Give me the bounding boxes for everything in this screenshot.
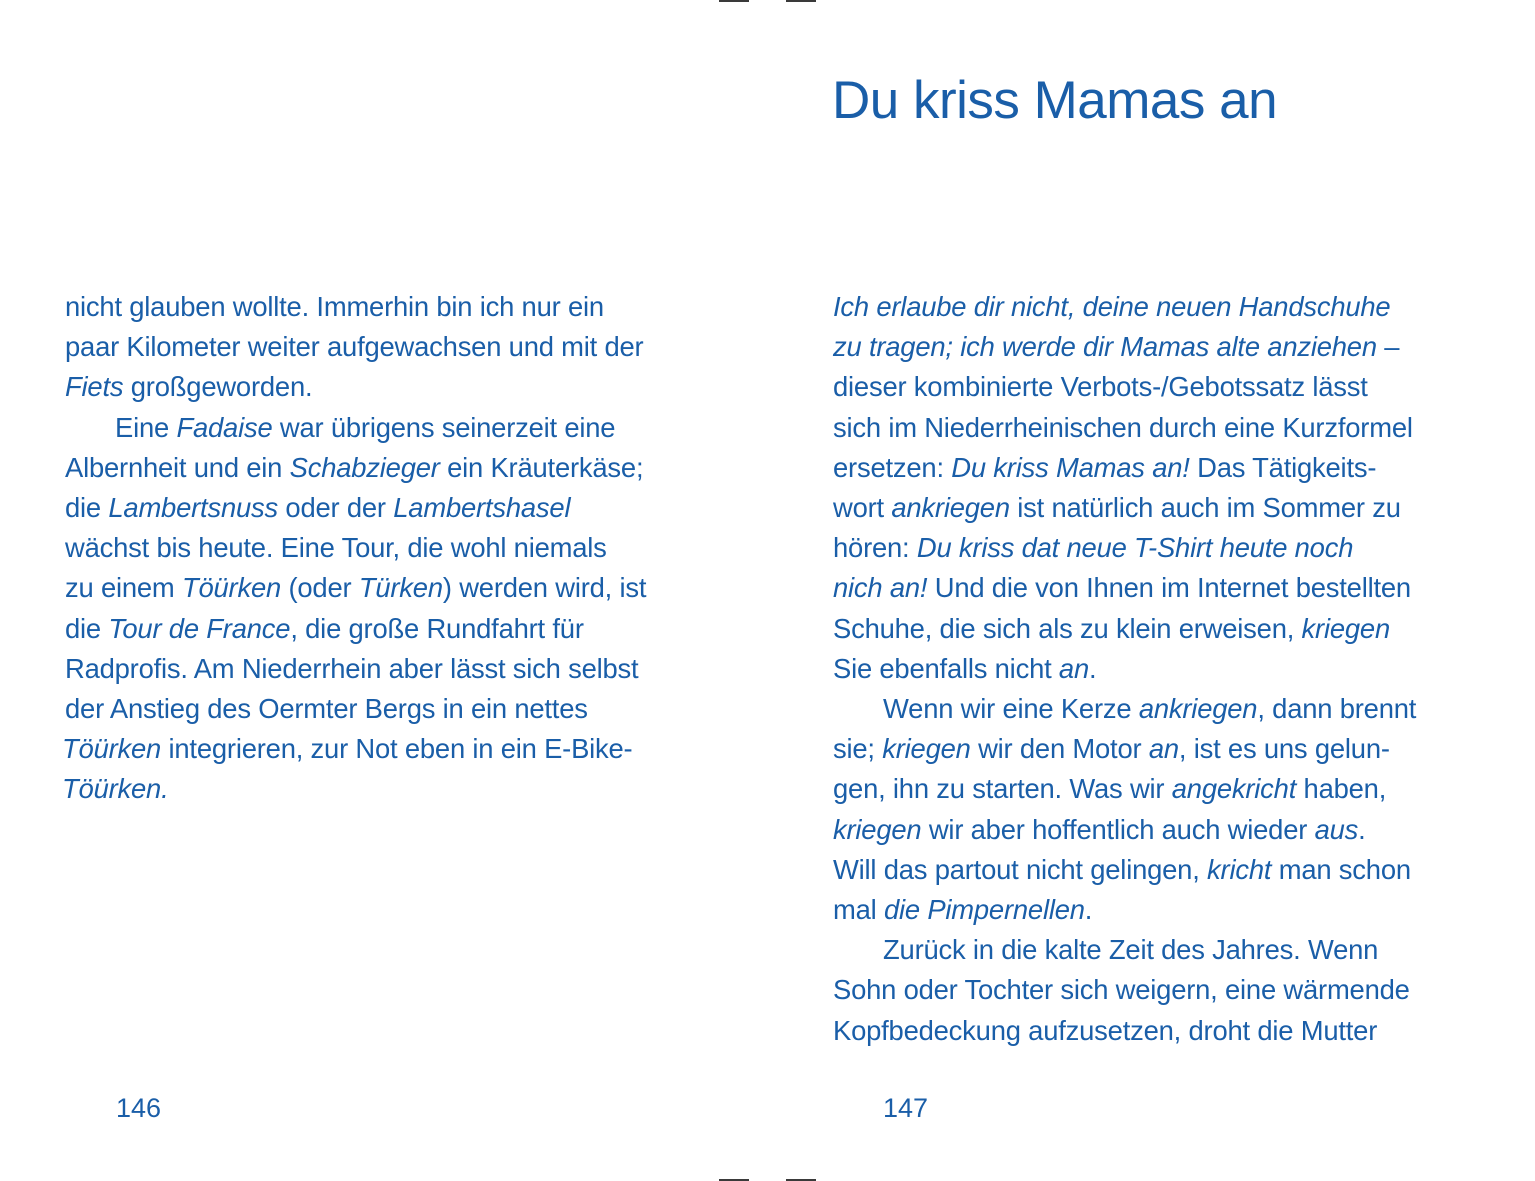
- text-run: Eine: [115, 411, 177, 443]
- text-line: [65, 488, 725, 528]
- text-run: –: [1376, 331, 1400, 363]
- left-page-number: 146: [116, 1093, 162, 1123]
- text-run: .: [1084, 894, 1093, 926]
- text-line: [65, 609, 725, 649]
- text-line: [65, 689, 725, 729]
- italic-term: kriegen: [1301, 612, 1390, 644]
- text-run: Sie ebenfalls nicht: [833, 652, 1059, 684]
- text-run: ein Kräuterkäse;: [439, 451, 644, 483]
- text-run: sich im Niederrheinischen durch eine Kurzformel: [833, 411, 1413, 443]
- text-run: die: [65, 612, 109, 644]
- italic-term: kricht: [1207, 853, 1272, 885]
- text-line: [833, 689, 1483, 729]
- text-run: Schuhe, die sich als zu klein erweisen,: [833, 612, 1302, 644]
- text-line: [833, 649, 1483, 689]
- text-line: [65, 568, 725, 608]
- text-run: Kopfbedeckung aufzusetzen, droht die Mutter: [833, 1014, 1378, 1046]
- text-run: Wenn wir eine Kerze: [883, 693, 1139, 725]
- right-page-number: 147: [883, 1093, 929, 1123]
- italic-term: Schabzieger: [289, 451, 440, 483]
- italic-term: ankriegen: [1138, 693, 1258, 725]
- left-page: [0, 0, 767, 1181]
- chapter-title: Du kriss Mamas an: [832, 71, 1278, 130]
- text-line: [65, 408, 725, 448]
- text-run: man schon: [1271, 853, 1411, 885]
- italic-term: Du kriss Mamas an!: [951, 451, 1190, 483]
- text-run: Das Tätigkeits-: [1189, 451, 1377, 483]
- text-run: wir den Motor: [970, 733, 1149, 765]
- text-line: [833, 327, 1483, 367]
- left-page-body-text: [62, 287, 725, 810]
- text-line: [62, 769, 725, 809]
- text-run: , ist es uns gelun-: [1178, 733, 1390, 765]
- italic-term: an: [1148, 733, 1179, 765]
- text-line: [65, 367, 725, 407]
- text-line: [833, 890, 1483, 930]
- text-run: gen, ihn zu starten. Was wir: [833, 773, 1172, 805]
- italic-term: Lambertsnuss: [108, 492, 279, 524]
- text-run: oder der: [278, 492, 394, 524]
- text-run: großgeworden.: [123, 371, 313, 403]
- text-line: [833, 930, 1483, 970]
- italic-term: nich an!: [833, 572, 928, 604]
- text-run: die: [65, 492, 109, 524]
- text-run: dieser kombinierte Verbots-/Gebotssatz lässt: [833, 371, 1368, 403]
- text-run: Albernheit und ein: [65, 451, 290, 483]
- italic-term: an: [1058, 652, 1089, 684]
- text-run: war übrigens seinerzeit eine: [272, 411, 616, 443]
- text-line: [833, 769, 1483, 809]
- text-run: nicht glauben wollte. Immerhin bin ich nur ein: [65, 291, 604, 322]
- text-run: wir aber hoffentlich auch wieder: [921, 813, 1315, 845]
- text-line: [65, 528, 725, 568]
- text-line: [833, 970, 1483, 1010]
- italic-term: kriegen: [882, 733, 971, 765]
- text-run: der Anstieg des Oermter Bergs in ein nettes: [65, 693, 588, 725]
- text-run: .: [1358, 813, 1366, 845]
- text-run: Radprofis. Am Niederrhein aber lässt sich selbst: [65, 652, 639, 684]
- italic-term: aus: [1314, 813, 1359, 845]
- italic-term: kriegen: [833, 813, 922, 845]
- italic-term: angekricht: [1171, 773, 1297, 805]
- italic-term: Fiets: [65, 371, 124, 403]
- text-line: [833, 850, 1483, 890]
- text-run: wächst bis heute. Eine Tour, die wohl niemals: [65, 532, 607, 564]
- text-run: Sohn oder Tochter sich weigern, eine wärmende: [833, 974, 1410, 1006]
- text-run: wort: [833, 492, 892, 524]
- italic-term: die Pimpernellen: [883, 894, 1085, 926]
- text-run: hören:: [833, 532, 917, 564]
- text-run: integrieren, zur Not eben in ein E-Bike-: [161, 733, 633, 765]
- text-line: [833, 1011, 1483, 1051]
- right-page-body-text: [833, 287, 1483, 1051]
- text-run: ist natürlich auch im Sommer zu: [1009, 492, 1401, 524]
- text-line: [62, 729, 725, 769]
- text-line: [833, 488, 1483, 528]
- text-line: [833, 448, 1483, 488]
- italic-term: zu tragen; ich werde dir Mamas alte anziehen: [833, 331, 1377, 363]
- italic-term: Ich erlaube dir nicht, deine neuen Handschuhe: [833, 291, 1391, 322]
- text-line: [65, 287, 725, 327]
- text-line: [833, 408, 1483, 448]
- text-line: [833, 287, 1483, 327]
- text-line: [833, 609, 1483, 649]
- text-run: , dann brennt: [1257, 693, 1417, 725]
- text-run: , die große Rundfahrt für: [290, 612, 584, 644]
- text-run: paar Kilometer weiter aufgewachsen und mit der: [65, 331, 644, 363]
- text-run: Will das partout nicht gelingen,: [833, 853, 1208, 885]
- italic-term: Du kriss dat neue T-Shirt heute noch: [916, 532, 1354, 564]
- italic-term: Töürken: [62, 733, 162, 765]
- text-line: [833, 729, 1483, 769]
- text-line: [65, 649, 725, 689]
- italic-term: Töürken.: [62, 773, 169, 805]
- italic-term: Lambertshasel: [393, 492, 571, 524]
- text-run: ersetzen:: [833, 451, 952, 483]
- text-line: [833, 528, 1483, 568]
- right-page: [767, 0, 1535, 1181]
- text-run: mal: [833, 894, 884, 926]
- text-run: zu einem: [65, 572, 182, 604]
- text-line: [65, 448, 725, 488]
- text-run: sie;: [833, 733, 883, 765]
- text-line: [65, 327, 725, 367]
- text-run: haben,: [1296, 773, 1387, 805]
- italic-term: Töürken: [181, 572, 282, 604]
- text-line: [833, 568, 1483, 608]
- text-run: Zurück in die kalte Zeit des Jahres. Wenn: [883, 934, 1379, 966]
- italic-term: Türken: [358, 572, 443, 604]
- text-run: ) werden wird, ist: [442, 572, 647, 604]
- text-run: (oder: [281, 572, 359, 604]
- italic-term: Fadaise: [176, 411, 273, 443]
- text-line: [833, 810, 1483, 850]
- text-run: Und die von Ihnen im Internet bestellten: [927, 572, 1411, 604]
- text-run: .: [1089, 652, 1097, 684]
- text-line: [833, 367, 1483, 407]
- italic-term: Tour de France: [108, 612, 291, 644]
- italic-term: ankriegen: [891, 492, 1010, 524]
